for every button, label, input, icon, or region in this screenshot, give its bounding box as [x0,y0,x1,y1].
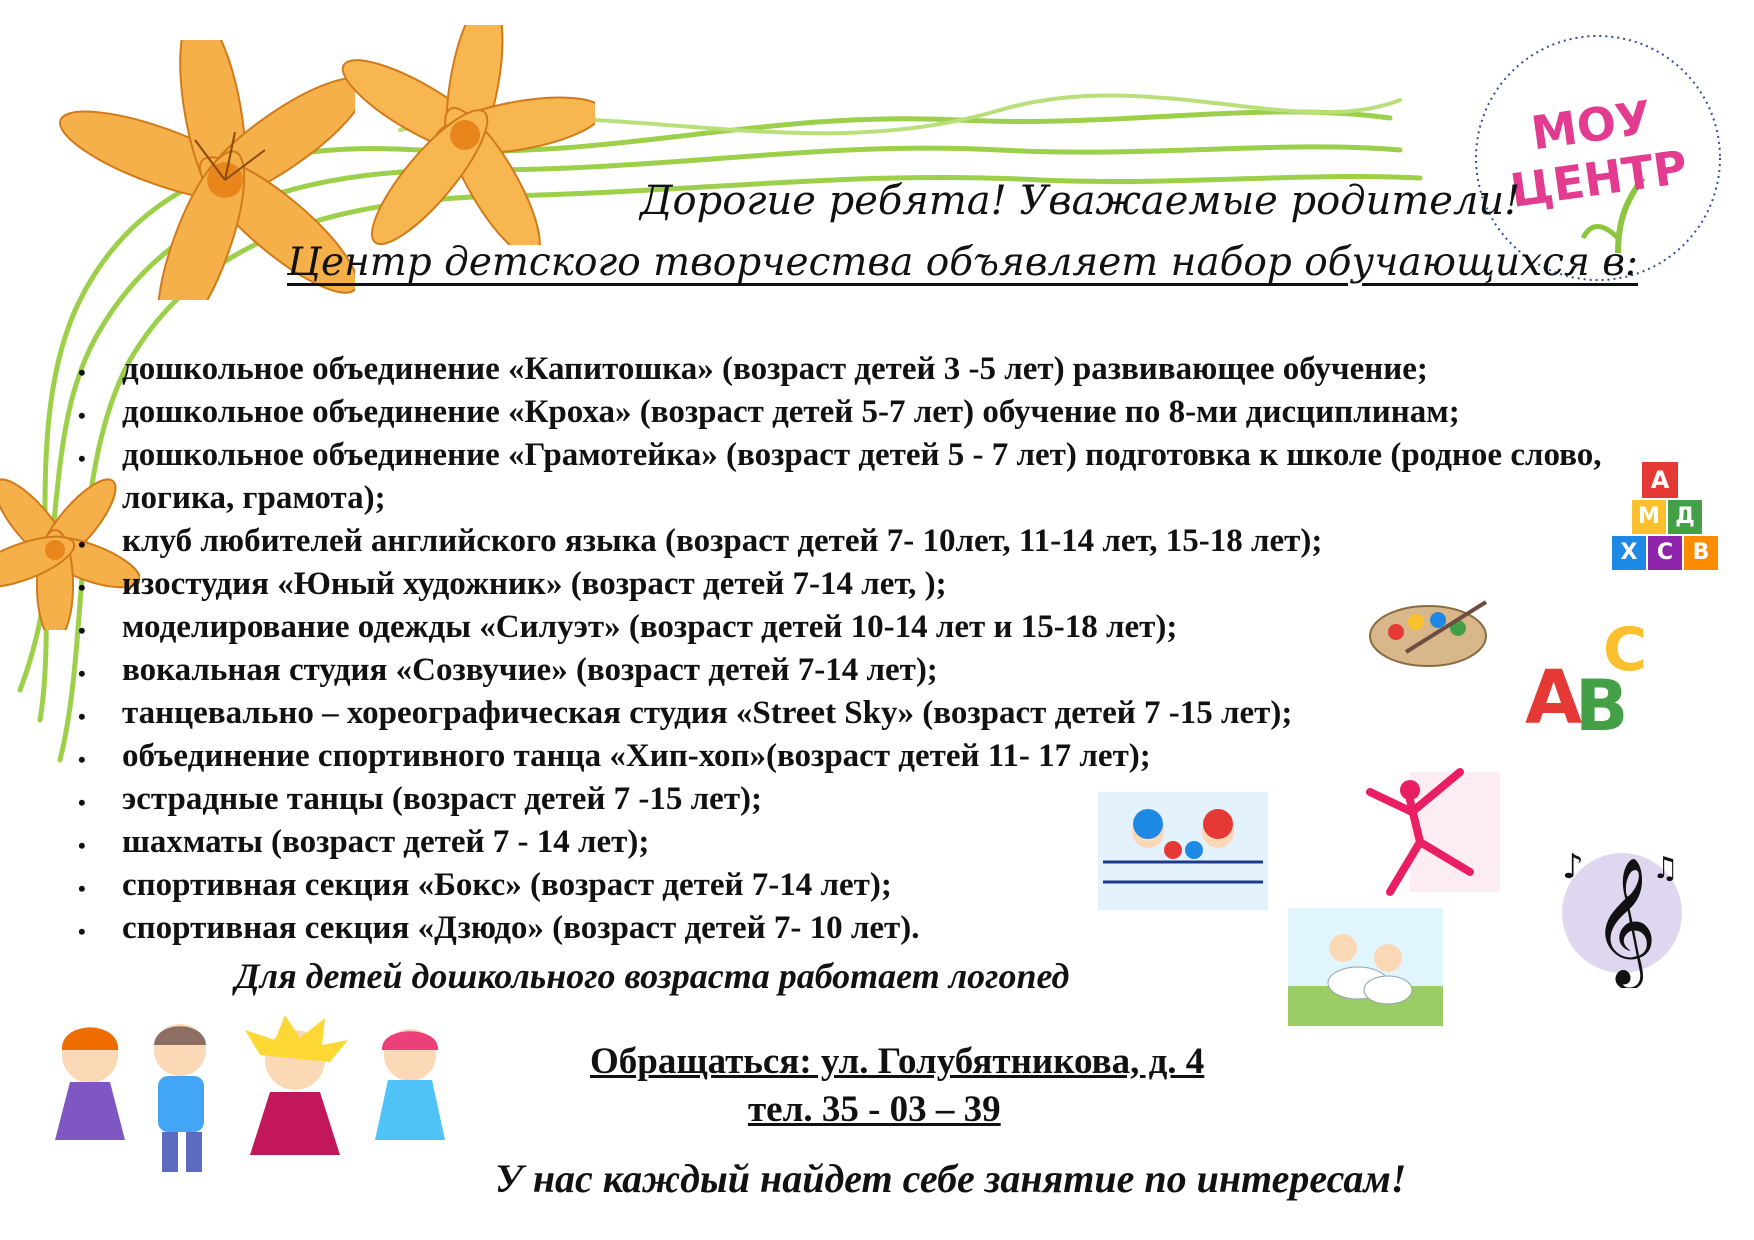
list-item: • клуб любителей английского языка (возраст детей 7- 10лет, 11-14 лет, 15-18 лет); [78,520,1658,563]
list-item: • вокальная студия «Созвучие» (возраст детей 7-14 лет); [78,649,1658,692]
list-item: • изостудия «Юный художник» (возраст детей 7-14 лет, ); [78,563,1658,606]
greeting-heading: Дорогие ребята! Уважаемые родители! [640,178,1521,224]
list-item: • эстрадные танцы (возраст детей 7 -15 лет); [78,778,1658,821]
dancer-picture [1350,762,1500,902]
letter-block-icon: Х [1612,536,1646,570]
letter-a-icon: A [1525,655,1583,741]
list-item: • дошкольное объединение «Капитошка» (возраст детей 3 -5 лет) развивающее обучение; [78,348,1658,391]
list-item: • спортивная секция «Бокс» (возраст детей 7-14 лет); [78,864,1658,907]
list-item: • моделирование одежды «Силуэт» (возраст детей 10-14 лет и 15-18 лет); [78,606,1658,649]
paint-palette-picture [1366,592,1496,672]
svg-text:♪: ♪ [1562,847,1584,887]
list-item: • спортивная секция «Дзюдо» (возраст детей 7- 10 лет). [78,907,1658,950]
judo-picture [1288,908,1443,1026]
svg-text:♫: ♫ [1652,851,1679,886]
letter-block-icon: В [1684,536,1718,570]
logo-main-text: МОУ ЦЕНТР [1507,90,1691,218]
abc-letters-picture [1525,615,1665,747]
list-item: • шахматы (возраст детей 7 - 14 лет); [78,821,1658,864]
svg-text:𝄞: 𝄞 [1592,856,1658,984]
list-item: • дошкольное объединение «Кроха» (возраст детей 5-7 лет) обучение по 8-ми дисциплинам; [78,391,1658,434]
music-clef-picture [1552,838,1692,988]
letter-block-icon: Д [1668,500,1702,534]
letter-block-icon: А [1642,462,1678,498]
list-item: • танцевально – хореографическая студия «Street Sky» (возраст детей 7 -15 лет); [78,692,1658,735]
alphabet-blocks-picture [1612,462,1722,582]
letter-block-icon: М [1632,500,1666,534]
orange-flower-top [335,25,595,245]
announcement-heading: Центр детского творчества объявляет набор обучающихся в: [287,240,1639,285]
letter-block-icon: С [1648,536,1682,570]
contact-phone: тел. 35 - 03 – 39 [748,1089,1001,1130]
list-item: • дошкольное объединение «Грамотейка» (возраст детей 5 - 7 лет) подготовка к школе (родное слово, логика, грамота); [78,434,1622,520]
list-item: • объединение спортивного танца «Хип-хоп»(возраст детей 11- 17 лет); [78,735,1658,778]
boxing-picture [1098,792,1268,910]
slogan: У нас каждый найдет себе занятие по интересам! [495,1156,1407,1201]
letter-b-icon: B [1575,665,1629,747]
logoped-note: Для детей дошкольного возраста работает логопед [235,956,1070,996]
letter-c-icon: C [1603,615,1648,685]
contact-address: Обращаться: ул. Голубятникова, д. 4 [590,1041,1205,1082]
children-picture [30,1010,470,1190]
